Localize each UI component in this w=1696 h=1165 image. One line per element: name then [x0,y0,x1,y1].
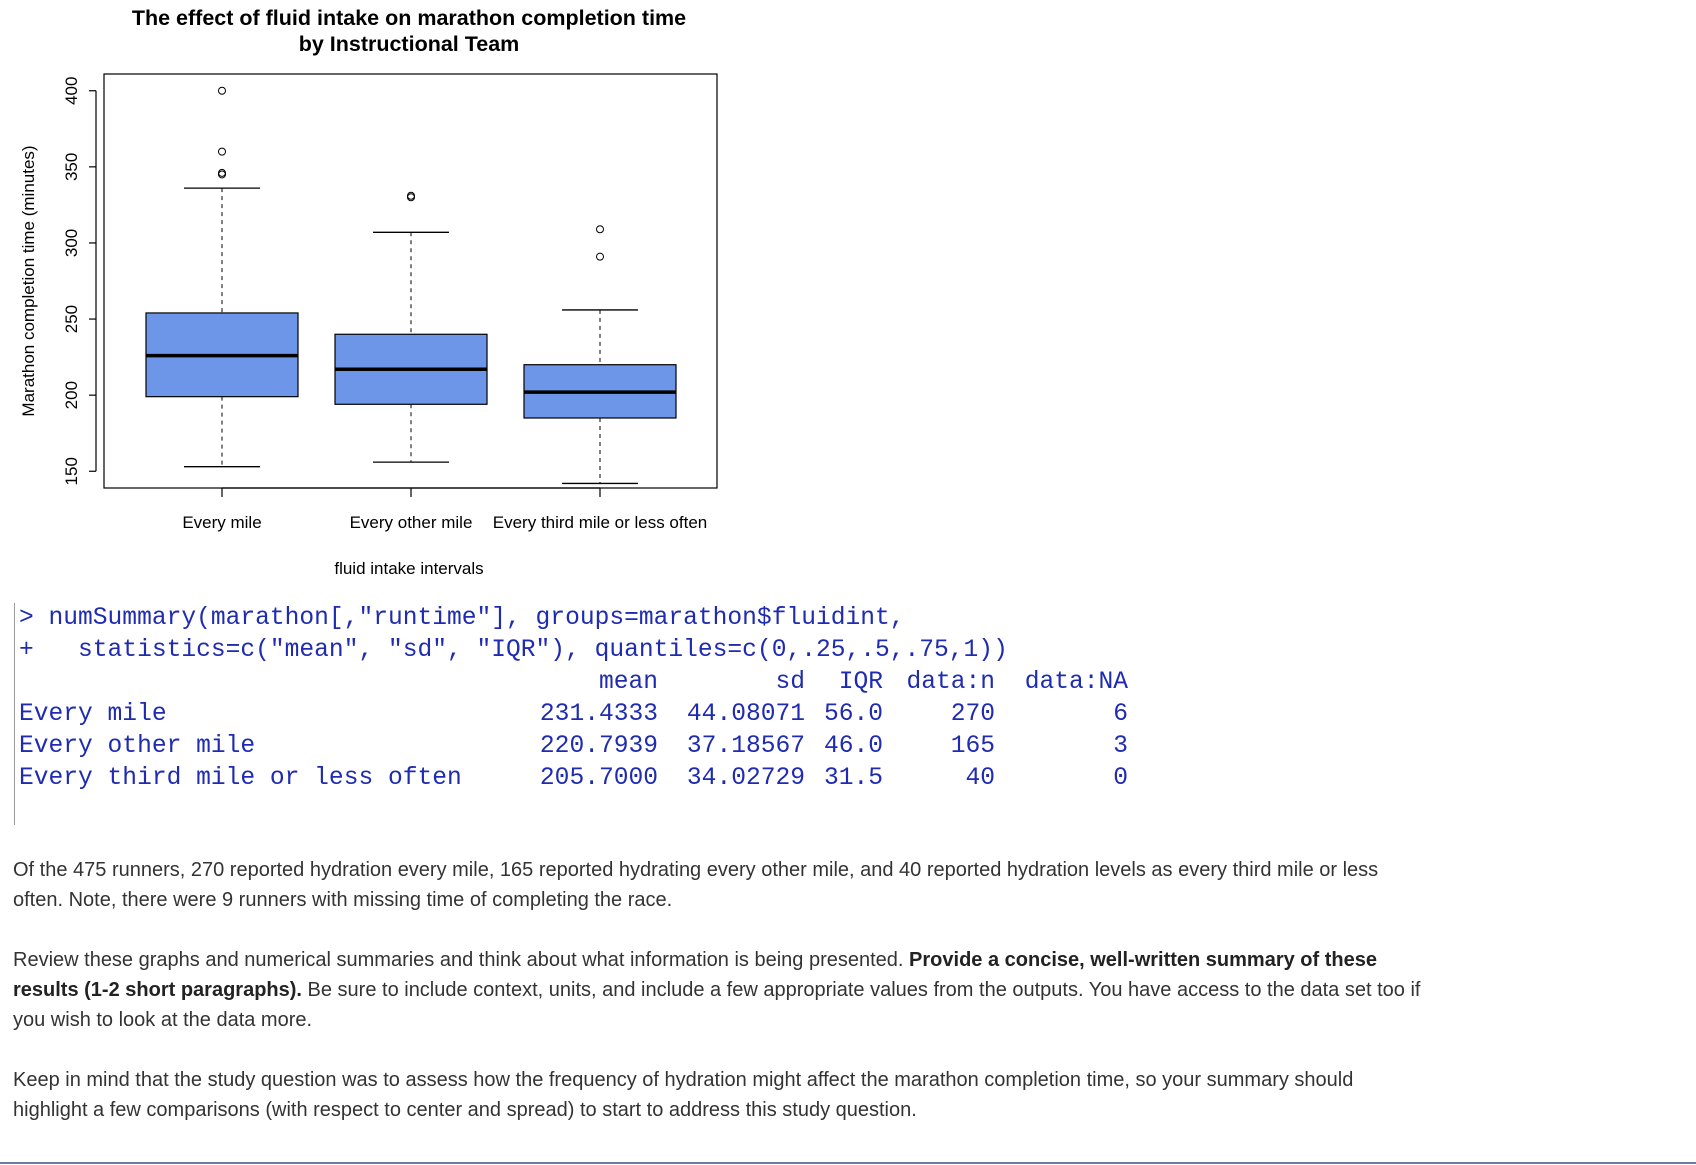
row-mean: 205.7000 [539,765,658,792]
box-3 [524,226,676,484]
row-na: 0 [1113,765,1128,792]
header-n: data:n [906,669,995,696]
y-tick-label: 200 [62,380,81,410]
paragraph-study-question: Keep in mind that the study question was to assess how the frequency of hydration might affect the marathon completion time, so your summary should highlight a few comparisons (with respect to center and spread) to start to address this study question. [13,1069,1354,1121]
boxes-group [146,87,676,483]
row-n: 40 [965,765,995,792]
row-n: 165 [950,733,995,760]
header-mean: mean [598,669,658,696]
row-na: 3 [1113,733,1128,760]
box-1 [146,87,298,466]
outlier-point [597,226,604,233]
row-na: 6 [1113,701,1128,728]
boxplot-svg [0,0,730,590]
box-2 [335,192,487,462]
y-axis-label: Marathon completion time (minutes) [19,145,38,417]
x-tick-label: Every other mile [349,513,473,532]
y-tick-label: 300 [62,228,81,258]
y-tick-label: 150 [62,457,81,486]
instructions-intro: Review these graphs and numerical summaries and think about what information is being presented. [13,949,910,971]
chart-title: The effect of fluid intake on marathon completion time [131,6,687,30]
row-sd: 37.18567 [686,733,805,760]
header-sd: sd [775,669,805,696]
row-iqr: 31.5 [823,765,883,792]
row-n: 270 [950,701,995,728]
y-tick-label: 400 [62,76,81,105]
instructions-rest: Be sure to include context, units, and include a few appropriate values from the outputs. You have access to the data set too if you wish to look at the data more. [13,979,1421,1031]
x-axis [182,488,707,532]
row-label: Every other mile [19,733,256,760]
row-sd: 44.08071 [686,701,805,728]
x-axis-label: fluid intake intervals [334,559,484,578]
console-command-line-1: > numSummary(marathon[,"runtime"], groups=marathon$fluidint, [19,605,905,632]
paragraph-instructions [13,945,1433,1035]
header-na: data:NA [1024,669,1128,696]
y-tick-label: 350 [62,152,81,182]
outlier-point [597,253,604,260]
instructions-bold: Provide a concise, well-written summary of these results (1-2 short paragraphs). [13,949,1377,1001]
y-axis [62,77,96,486]
row-label: Every mile [19,701,167,728]
outlier-point [219,148,226,155]
row-label: Every third mile or less often [19,765,462,792]
row-iqr: 56.0 [823,701,883,728]
outlier-point [219,87,226,94]
chart-subtitle: by Instructional Team [298,32,520,56]
divider [0,1162,1696,1164]
x-tick-label: Every third mile or less often [492,513,708,532]
paragraph-runner-counts: Of the 475 runners, 270 reported hydration every mile, 165 reported hydrating every other mile, and 40 reported hydration levels as every third mile or less often. Note, there were 9 runners with missing time of completing the race. [13,859,1379,911]
x-tick-label: Every mile [182,513,262,532]
console-command-line-2: + statistics=c("mean", "sd", "IQR"), quantiles=c(0,.25,.5,.75,1)) [19,637,1008,664]
header-iqr: IQR [838,669,883,696]
row-sd: 34.02729 [686,765,805,792]
row-iqr: 46.0 [823,733,883,760]
row-mean: 231.4333 [539,701,658,728]
r-console-output [14,603,1128,825]
y-tick-label: 250 [62,304,81,334]
row-mean: 220.7939 [539,733,658,760]
boxplot-chart [0,0,730,590]
